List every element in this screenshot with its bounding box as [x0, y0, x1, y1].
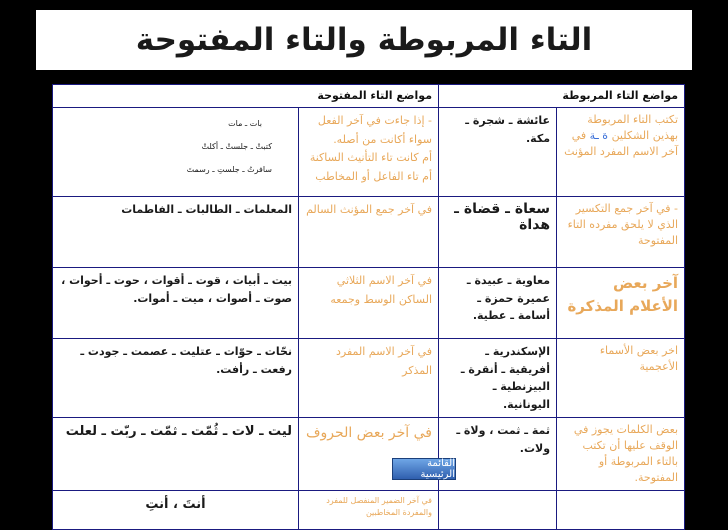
open-examples-cell: المعلمات ـ الطالبات ـ الفاطمات: [53, 197, 299, 268]
open-rule-line: - إذا جاءت في آخر الفعل سواء أكانت من أصله.: [317, 114, 433, 146]
tied-examples-cell: سعاة ـ قضاة ـ هداة: [439, 197, 557, 268]
open-rule-cell: في آخر الاسم الثلاثي الساكن الوسط وجمعه: [299, 268, 439, 339]
table-row: [53, 491, 685, 530]
open-example-line: بات ـ مات: [228, 119, 263, 128]
header-open: مواضع التاء المفتوحة: [53, 85, 439, 108]
open-rule-cell: في آخر بعض الحروف: [299, 418, 439, 491]
table-row: [53, 197, 685, 268]
table-row: [53, 418, 685, 491]
rule-text: تكتب التاء المربوطة بهذين الشكلين: [587, 113, 679, 142]
open-examples-cell: بيت ـ أبيات ، قوت ـ أقوات ، حوت ـ أحوات ، صوت ـ أصوات ، ميت ـ أموات.: [53, 268, 299, 339]
tied-rule-cell: آخر بعض الأعلام المذكرة: [557, 268, 685, 339]
open-examples-cell: نحّات ـ حوّات ـ عتليت ـ عصمت ـ جودت ـ رفعت ـ رأفت.: [53, 339, 299, 418]
shape-2: ـة: [589, 128, 599, 142]
title-box: [36, 10, 692, 70]
tied-rule-cell: بعض الكلمات يجوز في الوقف عليها أن تكتب بالتاء المربوطة أو المفتوحة.: [557, 418, 685, 491]
open-example-line: سافرتُ ـ جلستِ ـ رسمتَ: [186, 164, 273, 174]
open-examples-cell: ليت ـ لات ـ ثُمّت ـ ثمّت ـ ربّت ـ لعلت: [53, 418, 299, 491]
tied-rule-cell: [557, 108, 685, 197]
open-examples-cell: أنتَ ، أنتِ: [53, 491, 299, 530]
tied-examples-cell: [439, 491, 557, 530]
shape-1: ة: [602, 128, 609, 142]
table-row: [53, 268, 685, 339]
open-rule-line: أم تاء الفاعل أو المخاطب: [315, 170, 433, 184]
page-title: التاء المربوطة والتاء المفتوحة: [135, 22, 593, 58]
tied-rule-cell: [557, 491, 685, 530]
tied-examples-cell: معاوية ـ عبيدة ـ عميرة حمزة ـ أسامة ـ عطية.: [439, 268, 557, 339]
open-rule-cell: في آخر الاسم المفرد المذكر: [299, 339, 439, 418]
open-rule-cell: [299, 108, 439, 197]
rules-table: [52, 84, 685, 530]
table-row: [53, 339, 685, 418]
tied-rule-cell: اخر بعض الأسماء الأعجمية: [557, 339, 685, 418]
tied-rule-cell: - في آخر جمع التكسير الذي لا يلحق مفرده التاء المفتوحة: [557, 197, 685, 268]
tied-examples-cell: ثمة ـ ثمت ، ولاة ـ ولات.: [439, 418, 557, 491]
header-row: [53, 85, 685, 108]
open-example-line: كتبتْ ـ جلستْ ـ أكلتْ: [201, 141, 273, 151]
tied-examples-cell: الإسكندرية ـ أفريقية ـ أنقرة ـ البيزنطية ـ اليونانية.: [439, 339, 557, 418]
open-rule-line: أم كانت تاء التأنيث الساكنة: [309, 151, 433, 165]
tied-examples-cell: عائشة ـ شجرة ـ مكة.: [439, 108, 557, 197]
header-tied: مواضع التاء المربوطة: [439, 85, 685, 108]
open-examples-cell: [53, 108, 299, 197]
home-menu-button[interactable]: القائمة الرئيسية: [392, 458, 456, 480]
open-rule-cell: في آخر الضمير المنفصل للمفرد والمفردة المخاطبين: [299, 491, 439, 530]
rule-end: في آخر الاسم المفرد المؤنث: [564, 128, 679, 158]
open-rule-cell: في آخر جمع المؤنث السالم: [299, 197, 439, 268]
table-row: [53, 108, 685, 197]
